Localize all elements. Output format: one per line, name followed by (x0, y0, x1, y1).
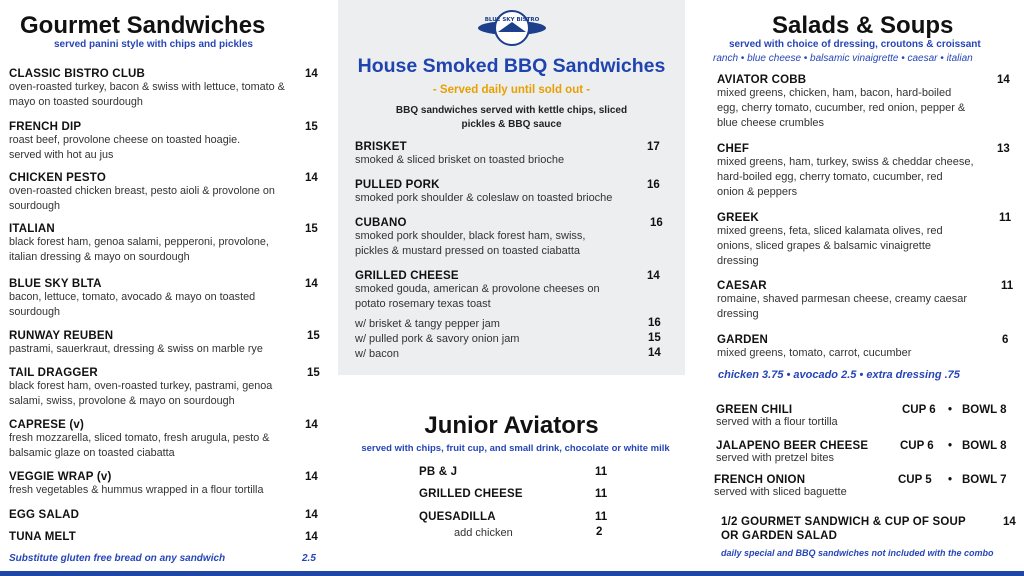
item-name: FRENCH DIP (9, 121, 82, 133)
item-price: 14 (305, 531, 318, 543)
item-price: 14 (305, 471, 318, 483)
item-desc: mixed greens, tomato, carrot, cucumber (717, 347, 912, 359)
soup-cup-price: CUP 6 (900, 440, 934, 452)
item-name: CUBANO (355, 217, 407, 229)
salads-soups-subtitle: served with choice of dressing, croutons & croissant (729, 39, 981, 50)
soup-cup-price: CUP 6 (902, 404, 936, 416)
item-desc: dressing (717, 308, 759, 320)
item-price: 14 (305, 68, 318, 80)
item-name: VEGGIE WRAP (v) (9, 471, 112, 483)
combo-special (721, 516, 1019, 542)
gourmet-sandwiches-title: Gourmet Sandwiches (20, 12, 266, 39)
salad-item-chef (717, 143, 1017, 200)
item-price: 11 (595, 488, 608, 500)
blue-sky-bistro-logo (476, 5, 548, 51)
item-price: 13 (997, 143, 1010, 155)
bottom-accent-bar (0, 571, 1024, 576)
combo-note: daily special and BBQ sandwiches not included with the combo (721, 548, 994, 558)
soup-item-french-onion (714, 474, 1016, 498)
menu-item-egg-salad (9, 509, 319, 521)
item-price: 11 (595, 466, 608, 478)
menu-item-classic-bistro-club (9, 68, 319, 110)
item-desc: fresh vegetables & hummus wrapped in a flour tortilla (9, 484, 264, 496)
item-desc: pastrami, sauerkraut, dressing & swiss on marble rye (9, 343, 263, 355)
addon-price: 16 (648, 317, 661, 329)
item-name: EGG SALAD (9, 509, 80, 521)
item-name: CAESAR (717, 280, 767, 292)
item-price: 14 (305, 419, 318, 431)
item-name: TAIL DRAGGER (9, 367, 98, 379)
combo-price: 14 (1003, 516, 1016, 528)
bbq-item-grilled-cheese (355, 270, 665, 312)
item-name: RUNWAY REUBEN (9, 330, 114, 342)
salad-item-garden (717, 334, 1017, 361)
item-name: PULLED PORK (355, 179, 440, 191)
menu-item-chicken-pesto (9, 172, 319, 214)
item-price: 14 (997, 74, 1010, 86)
item-price: 14 (647, 270, 660, 282)
salad-item-aviator-cobb (717, 74, 1017, 131)
addon-price: 15 (648, 332, 661, 344)
item-name: GREEK (717, 212, 759, 224)
salad-item-caesar (717, 280, 1017, 322)
item-name: GRILLED CHEESE (419, 488, 523, 500)
junior-item-pbj (419, 466, 609, 478)
addon-price: 14 (648, 347, 661, 359)
item-name: FRENCH ONION (714, 474, 806, 486)
item-desc: mayo on toasted sourdough (9, 96, 143, 108)
item-desc: smoked pork shoulder, black forest ham, swiss, (355, 230, 586, 242)
item-desc: smoked pork shoulder & coleslaw on toasted brioche (355, 192, 613, 204)
addon-label: w/ pulled pork & savory onion jam (355, 333, 520, 345)
item-desc: balsamic glaze on toasted ciabatta (9, 447, 175, 459)
item-desc: served with sliced baguette (714, 486, 847, 498)
item-desc: roast beef, provolone cheese on toasted hoagie. (9, 134, 241, 146)
item-price: 15 (307, 330, 320, 342)
gluten-free-footnote: Substitute gluten free bread on any sandwich (9, 553, 226, 564)
item-desc: sourdough (9, 200, 61, 212)
item-name: CHICKEN PESTO (9, 172, 106, 184)
combo-line2: OR GARDEN SALAD (721, 530, 838, 542)
soup-bullet: • (948, 404, 953, 416)
bbq-addon-brisket (355, 317, 665, 332)
item-desc: onion & peppers (717, 186, 798, 198)
salad-extras: chicken 3.75 • avocado 2.5 • extra dressing .75 (718, 369, 960, 381)
bbq-intro-line2: pickles & BBQ sauce (461, 119, 562, 130)
soup-bowl-price: BOWL 8 (962, 440, 1007, 452)
logo-text: BLUE SKY BISTRO (484, 17, 540, 23)
junior-item-grilled-cheese (419, 488, 609, 500)
item-price: 11 (1001, 280, 1014, 292)
salad-item-greek (717, 212, 1017, 269)
bbq-served-daily: - Served daily until sold out - (432, 84, 591, 96)
soup-item-jalapeno-beer-cheese (716, 440, 1016, 464)
menu-item-italian (9, 223, 319, 265)
menu-item-caprese (9, 419, 319, 461)
item-desc: dressing (717, 255, 759, 267)
item-name: CLASSIC BISTRO CLUB (9, 68, 146, 80)
addon-label: w/ bacon (355, 348, 400, 360)
item-desc: pickles & mustard pressed on toasted ciabatta (355, 245, 581, 257)
item-desc: sourdough (9, 306, 61, 318)
addon-price: 2 (596, 526, 603, 538)
item-name: BRISKET (355, 141, 407, 153)
item-desc: mixed greens, ham, turkey, swiss & cheddar cheese, (717, 156, 974, 168)
soup-bullet: • (948, 440, 953, 452)
item-desc: oven-roasted turkey, bacon & swiss with lettuce, tomato & (9, 81, 285, 93)
item-desc: served with a flour tortilla (716, 416, 838, 428)
bbq-addon-pulled-pork (355, 332, 665, 347)
item-desc: mixed greens, feta, sliced kalamata olives, red (717, 225, 943, 237)
item-desc: smoked & sliced brisket on toasted brioche (355, 154, 565, 166)
combo-line1: 1/2 GOURMET SANDWICH & CUP OF SOUP (721, 516, 966, 528)
dressing-options: ranch • blue cheese • balsamic vinaigrette • caesar • italian (713, 53, 973, 64)
bbq-intro-line1: BBQ sandwiches served with kettle chips, sliced (395, 105, 628, 116)
item-desc: mixed greens, chicken, ham, bacon, hard-boiled (717, 87, 952, 99)
menu-item-veggie-wrap (9, 471, 319, 498)
item-name: AVIATOR COBB (717, 74, 807, 86)
junior-item-quesadilla (419, 511, 609, 523)
junior-aviators-subtitle: served with chips, fruit cup, and small drink, chocolate or white milk (361, 443, 670, 454)
item-price: 17 (647, 141, 660, 153)
item-price: 15 (305, 223, 318, 235)
item-name: TUNA MELT (9, 531, 76, 543)
addon-label: add chicken (454, 527, 513, 539)
item-price: 11 (595, 511, 608, 523)
soup-bowl-price: BOWL 7 (962, 474, 1007, 486)
item-desc: potato rosemary texas toast (355, 298, 491, 310)
item-name: BLUE SKY BLTA (9, 278, 102, 290)
item-desc: black forest ham, genoa salami, pepperoni, provolone, (9, 236, 269, 248)
item-price: 14 (305, 509, 318, 521)
item-price: 15 (307, 367, 320, 379)
bbq-item-pulled-pork (355, 179, 665, 206)
item-desc: blue cheese crumbles (717, 117, 825, 129)
item-price: 6 (1002, 334, 1009, 346)
item-desc: fresh mozzarella, sliced tomato, fresh arugula, pesto & (9, 432, 270, 444)
bbq-title: House Smoked BBQ Sandwiches (357, 55, 666, 77)
item-desc: hard-boiled egg, cherry tomato, cucumber, red (717, 171, 943, 183)
junior-aviators-title: Junior Aviators (424, 412, 599, 439)
soup-item-green-chili (716, 404, 1016, 428)
menu-item-runway-reuben (9, 330, 319, 357)
menu-item-blue-sky-blta (9, 278, 319, 320)
item-desc: italian dressing & mayo on sourdough (9, 251, 190, 263)
item-desc: served with pretzel bites (716, 452, 834, 464)
bbq-item-cubano (355, 217, 665, 259)
addon-label: w/ brisket & tangy pepper jam (355, 318, 500, 330)
soup-bullet: • (948, 474, 953, 486)
item-name: CHEF (717, 143, 750, 155)
item-desc: smoked gouda, american & provolone cheeses on (355, 283, 600, 295)
item-desc: black forest ham, oven-roasted turkey, pastrami, genoa (9, 380, 273, 392)
item-name: GARDEN (717, 334, 769, 346)
item-price: 16 (647, 179, 660, 191)
item-desc: oven-roasted chicken breast, pesto aioli & provolone on (9, 185, 275, 197)
menu-item-french-dip (9, 121, 319, 163)
item-name: QUESADILLA (419, 511, 496, 523)
item-name: ITALIAN (9, 223, 55, 235)
junior-addon-chicken (454, 526, 609, 541)
gluten-free-price: 2.5 (302, 553, 316, 564)
item-name: JALAPENO BEER CHEESE (716, 440, 869, 452)
item-desc: salami, swiss, provolone & mayo on sourdough (9, 395, 235, 407)
item-price: 14 (305, 278, 318, 290)
item-price: 14 (305, 172, 318, 184)
salads-soups-title: Salads & Soups (772, 12, 954, 39)
item-desc: romaine, shaved parmesan cheese, creamy caesar (717, 293, 968, 305)
menu-item-tail-dragger (9, 367, 319, 409)
item-name: GRILLED CHEESE (355, 270, 459, 282)
item-name: GREEN CHILI (716, 404, 793, 416)
item-desc: bacon, lettuce, tomato, avocado & mayo on toasted (9, 291, 256, 303)
item-name: CAPRESE (v) (9, 419, 85, 431)
gourmet-sandwiches-subtitle: served panini style with chips and pickles (54, 39, 253, 50)
menu-item-tuna-melt (9, 531, 319, 543)
bbq-addon-bacon (355, 347, 665, 362)
bbq-item-brisket (355, 141, 665, 168)
item-price: 15 (305, 121, 318, 133)
item-price: 16 (650, 217, 663, 229)
item-desc: served with hot au jus (9, 149, 114, 161)
soup-bowl-price: BOWL 8 (962, 404, 1007, 416)
item-desc: egg, cherry tomato, cucumber, red onion, pepper & (717, 102, 966, 114)
item-desc: onions, sliced grapes & balsamic vinaigrette (717, 240, 932, 252)
item-name: PB & J (419, 466, 458, 478)
item-price: 11 (999, 212, 1012, 224)
soup-cup-price: CUP 5 (898, 474, 932, 486)
